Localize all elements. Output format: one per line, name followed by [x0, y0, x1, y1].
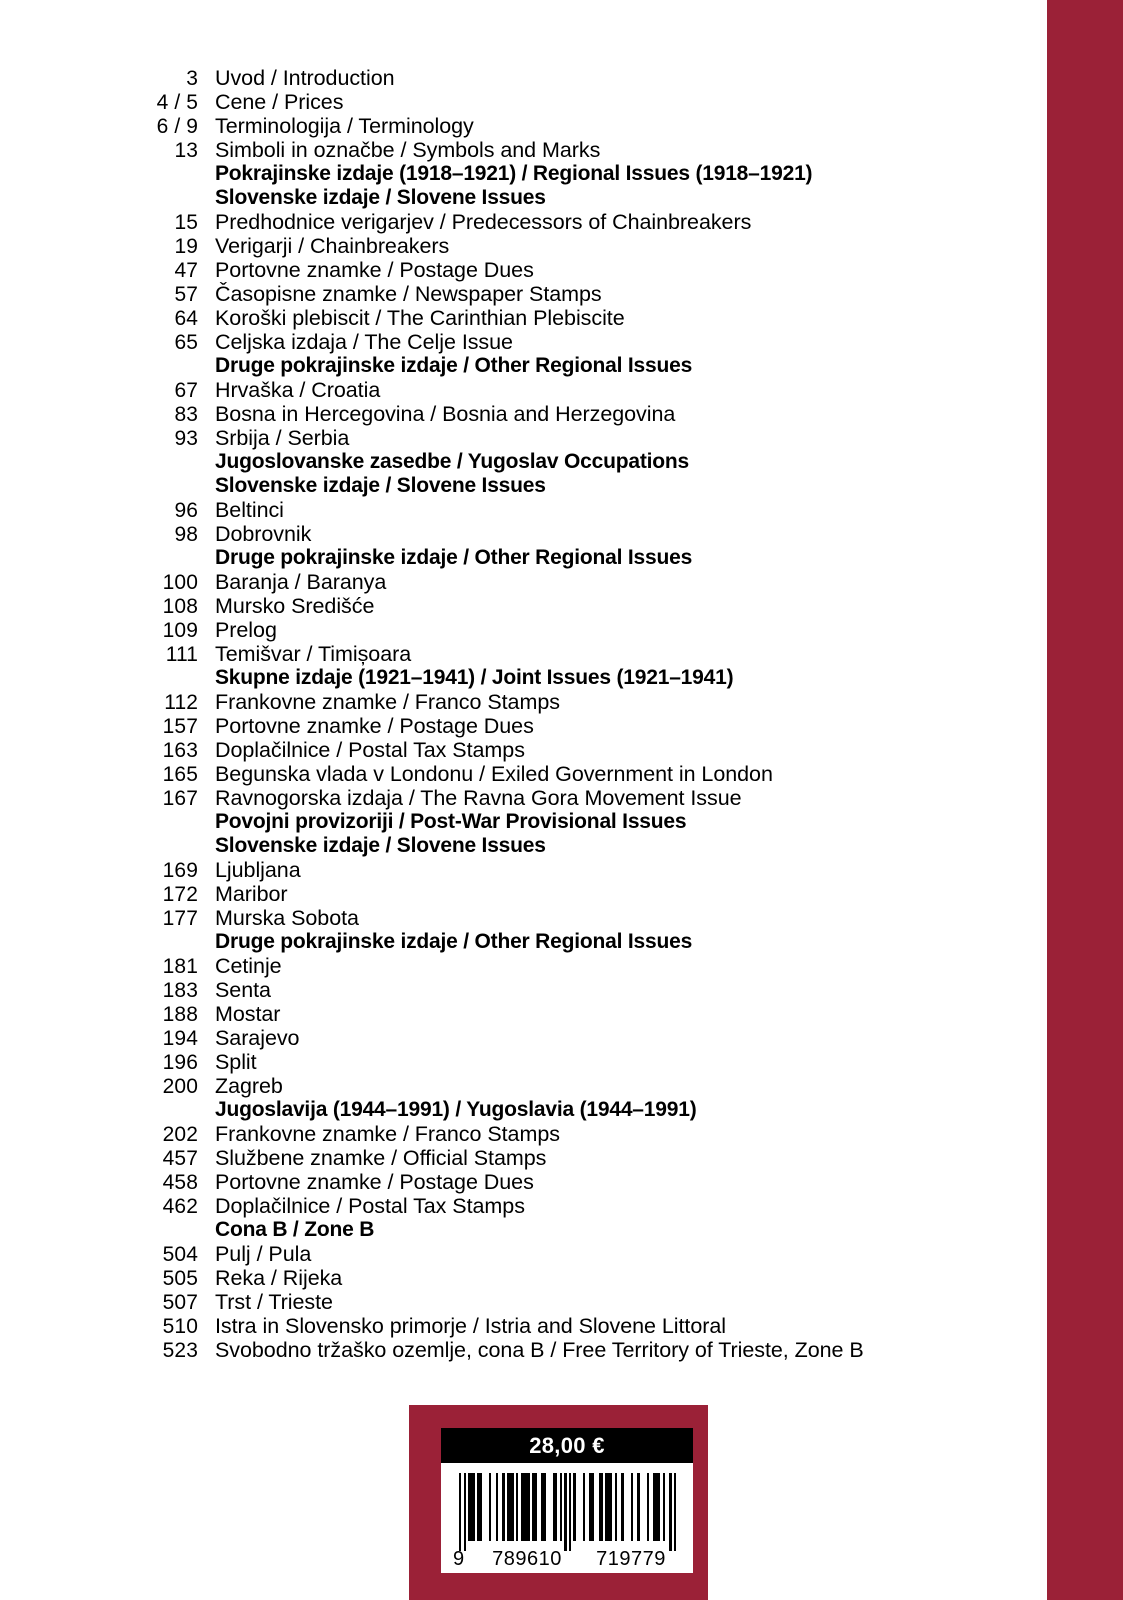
toc-page-number: 112 [164, 691, 198, 714]
toc-entry [0, 762, 960, 786]
toc-page-number: 462 [162, 1195, 198, 1218]
toc-entry-title: Hrvaška / Croatia [215, 378, 381, 402]
toc-entry-title: Split [215, 1050, 257, 1074]
toc-entry-title: Povojni provizoriji / Post-War Provisional Issues [215, 810, 687, 833]
toc-section-header [0, 186, 960, 210]
toc-entry [0, 1074, 960, 1098]
toc-entry-title: Slovenske izdaje / Slovene Issues [215, 834, 546, 857]
toc-page-number: 510 [162, 1315, 198, 1338]
toc-entry [0, 882, 960, 906]
toc-entry-title: Pokrajinske izdaje (1918–1921) / Regional Issues (1918–1921) [215, 162, 813, 185]
toc-entry-title: Druge pokrajinske izdaje / Other Regional Issues [215, 546, 693, 569]
toc-entry [0, 786, 960, 810]
toc-entry [0, 1002, 960, 1026]
toc-entry-title: Prelog [215, 618, 277, 642]
toc-page-number: 64 [174, 307, 198, 330]
toc-entry [0, 642, 960, 666]
price-band [441, 1428, 693, 1463]
toc-page-number: 67 [174, 379, 198, 402]
toc-entry [0, 570, 960, 594]
toc-entry [0, 426, 960, 450]
toc-page-number: 167 [162, 787, 198, 810]
toc-section-header [0, 1098, 960, 1122]
toc-entry [0, 402, 960, 426]
toc-page-number: 13 [174, 139, 198, 162]
table-of-contents [0, 66, 960, 1362]
toc-page-number: 188 [162, 1003, 198, 1026]
toc-entry [0, 90, 960, 114]
toc-page-number: 165 [162, 763, 198, 786]
toc-entry-title: Skupne izdaje (1921–1941) / Joint Issues (1921–1941) [215, 666, 734, 689]
toc-page-number: 458 [162, 1171, 198, 1194]
toc-entry-title: Doplačilnice / Postal Tax Stamps [215, 1194, 525, 1218]
toc-entry-title: Bosna in Hercegovina / Bosnia and Herzegovina [215, 402, 676, 426]
toc-entry-title: Verigarji / Chainbreakers [215, 234, 450, 258]
toc-entry-title: Ravnogorska izdaja / The Ravna Gora Movement Issue [215, 786, 742, 810]
toc-entry [0, 1194, 960, 1218]
toc-section-header [0, 474, 960, 498]
toc-page-number: 47 [174, 259, 198, 282]
toc-entry [0, 1146, 960, 1170]
toc-entry-title: Istra in Slovensko primorje / Istria and Slovene Littoral [215, 1314, 726, 1338]
toc-section-header [0, 666, 960, 690]
toc-entry-title: Murska Sobota [215, 906, 359, 930]
toc-entry-title: Jugoslavija (1944–1991) / Yugoslavia (1944–1991) [215, 1098, 697, 1121]
toc-page-number: 504 [162, 1243, 198, 1266]
toc-section-header [0, 354, 960, 378]
toc-page-number: 157 [162, 715, 198, 738]
toc-page-number: 65 [174, 331, 198, 354]
toc-entry-title: Srbija / Serbia [215, 426, 350, 450]
toc-entry-title: Simboli in označbe / Symbols and Marks [215, 138, 601, 162]
toc-entry-title: Svobodno tržaško ozemlje, cona B / Free Territory of Trieste, Zone B [215, 1338, 864, 1362]
barcode-block [409, 1405, 708, 1600]
barcode-bars [459, 1473, 677, 1551]
toc-entry [0, 714, 960, 738]
toc-entry-title: Dobrovnik [215, 522, 312, 546]
toc-page-number: 507 [162, 1291, 198, 1314]
toc-entry [0, 618, 960, 642]
toc-entry-title: Mursko Središće [215, 594, 375, 618]
toc-entry [0, 282, 960, 306]
toc-entry [0, 594, 960, 618]
toc-page-number: 111 [165, 643, 198, 666]
toc-entry [0, 858, 960, 882]
toc-page-number: 163 [162, 739, 198, 762]
toc-entry-title: Frankovne znamke / Franco Stamps [215, 690, 560, 714]
toc-page-number: 100 [162, 571, 198, 594]
toc-entry-title: Jugoslovanske zasedbe / Yugoslav Occupations [215, 450, 689, 473]
toc-entry-title: Slovenske izdaje / Slovene Issues [215, 474, 546, 497]
toc-section-header [0, 546, 960, 570]
toc-section-header [0, 930, 960, 954]
toc-page-number: 523 [162, 1339, 198, 1362]
toc-entry [0, 234, 960, 258]
right-edge-color-band [1047, 0, 1123, 1600]
price-label: 28,00 € [529, 1432, 605, 1458]
toc-page-number: 202 [162, 1123, 198, 1146]
toc-entry-title: Slovenske izdaje / Slovene Issues [215, 186, 546, 209]
toc-entry-title: Begunska vlada v Londonu / Exiled Government in London [215, 762, 773, 786]
toc-entry [0, 522, 960, 546]
toc-page-number: 96 [174, 499, 198, 522]
toc-entry-title: Cona B / Zone B [215, 1218, 375, 1241]
toc-section-header [0, 834, 960, 858]
toc-entry [0, 114, 960, 138]
toc-page-number: 200 [162, 1075, 198, 1098]
toc-page-number: 98 [174, 523, 198, 546]
toc-page-number: 83 [174, 403, 198, 426]
toc-entry [0, 258, 960, 282]
toc-page-number: 109 [162, 619, 198, 642]
toc-entry-title: Časopisne znamke / Newspaper Stamps [215, 282, 602, 306]
barcode-digits [451, 1547, 683, 1571]
toc-entry-title: Trst / Trieste [215, 1290, 333, 1314]
toc-entry [0, 138, 960, 162]
toc-page-number: 108 [162, 595, 198, 618]
toc-page-number: 4 / 5 [156, 91, 198, 114]
toc-page-number: 3 [186, 67, 198, 90]
toc-entry [0, 330, 960, 354]
toc-entry-title: Ljubljana [215, 858, 301, 882]
toc-entry [0, 1122, 960, 1146]
toc-entry-title: Uvod / Introduction [215, 66, 395, 90]
toc-page-number: 57 [174, 283, 198, 306]
toc-entry [0, 1026, 960, 1050]
toc-entry-title: Zagreb [215, 1074, 283, 1098]
toc-page-number: 19 [174, 235, 198, 258]
toc-entry-title: Reka / Rijeka [215, 1266, 343, 1290]
toc-entry-title: Frankovne znamke / Franco Stamps [215, 1122, 560, 1146]
toc-entry [0, 498, 960, 522]
barcode-area [441, 1463, 693, 1573]
toc-entry-title: Portovne znamke / Postage Dues [215, 714, 534, 738]
toc-page-number: 457 [162, 1147, 198, 1170]
toc-page-number: 93 [174, 427, 198, 450]
toc-entry-title: Celjska izdaja / The Celje Issue [215, 330, 513, 354]
toc-entry-title: Temišvar / Timișoara [215, 642, 412, 666]
toc-page-number: 177 [162, 907, 198, 930]
toc-entry-title: Druge pokrajinske izdaje / Other Regional Issues [215, 354, 693, 377]
toc-entry [0, 690, 960, 714]
toc-entry [0, 1266, 960, 1290]
toc-entry [0, 306, 960, 330]
toc-entry-title: Koroški plebiscit / The Carinthian Plebiscite [215, 306, 625, 330]
toc-page-number: 169 [162, 859, 198, 882]
toc-section-header [0, 810, 960, 834]
toc-entry-title: Cene / Prices [215, 90, 344, 114]
toc-page-number: 6 / 9 [156, 115, 198, 138]
toc-entry-title: Senta [215, 978, 271, 1002]
toc-entry [0, 1170, 960, 1194]
toc-entry [0, 1290, 960, 1314]
toc-entry-title: Doplačilnice / Postal Tax Stamps [215, 738, 525, 762]
toc-entry-title: Terminologija / Terminology [215, 114, 474, 138]
toc-entry [0, 210, 960, 234]
toc-section-header [0, 1218, 960, 1242]
toc-entry-title: Službene znamke / Official Stamps [215, 1146, 547, 1170]
barcode-right-group: 719779 [596, 1547, 666, 1570]
toc-entry [0, 1050, 960, 1074]
toc-entry [0, 978, 960, 1002]
toc-entry-title: Portovne znamke / Postage Dues [215, 1170, 534, 1194]
barcode-left-group: 789610 [492, 1547, 562, 1570]
toc-page-number: 183 [162, 979, 198, 1002]
toc-page-number: 194 [162, 1027, 198, 1050]
toc-page-number: 172 [162, 883, 198, 906]
toc-page-number: 15 [174, 211, 198, 234]
toc-entry-title: Sarajevo [215, 1026, 300, 1050]
toc-entry [0, 1338, 960, 1362]
toc-entry-title: Baranja / Baranya [215, 570, 387, 594]
toc-entry-title: Druge pokrajinske izdaje / Other Regional Issues [215, 930, 693, 953]
toc-section-header [0, 162, 960, 186]
toc-entry [0, 954, 960, 978]
toc-page-number: 505 [162, 1267, 198, 1290]
toc-entry-title: Mostar [215, 1002, 281, 1026]
toc-section-header [0, 450, 960, 474]
toc-entry-title: Portovne znamke / Postage Dues [215, 258, 534, 282]
toc-entry [0, 738, 960, 762]
toc-entry-title: Predhodnice verigarjev / Predecessors of Chainbreakers [215, 210, 752, 234]
toc-entry [0, 906, 960, 930]
toc-entry [0, 1314, 960, 1338]
toc-entry-title: Beltinci [215, 498, 284, 522]
toc-entry-title: Maribor [215, 882, 288, 906]
toc-entry-title: Pulj / Pula [215, 1242, 312, 1266]
toc-entry [0, 66, 960, 90]
toc-entry [0, 378, 960, 402]
barcode-lead-digit: 9 [453, 1547, 465, 1570]
toc-entry [0, 1242, 960, 1266]
toc-page-number: 196 [162, 1051, 198, 1074]
toc-page-number: 181 [162, 955, 198, 978]
toc-entry-title: Cetinje [215, 954, 282, 978]
